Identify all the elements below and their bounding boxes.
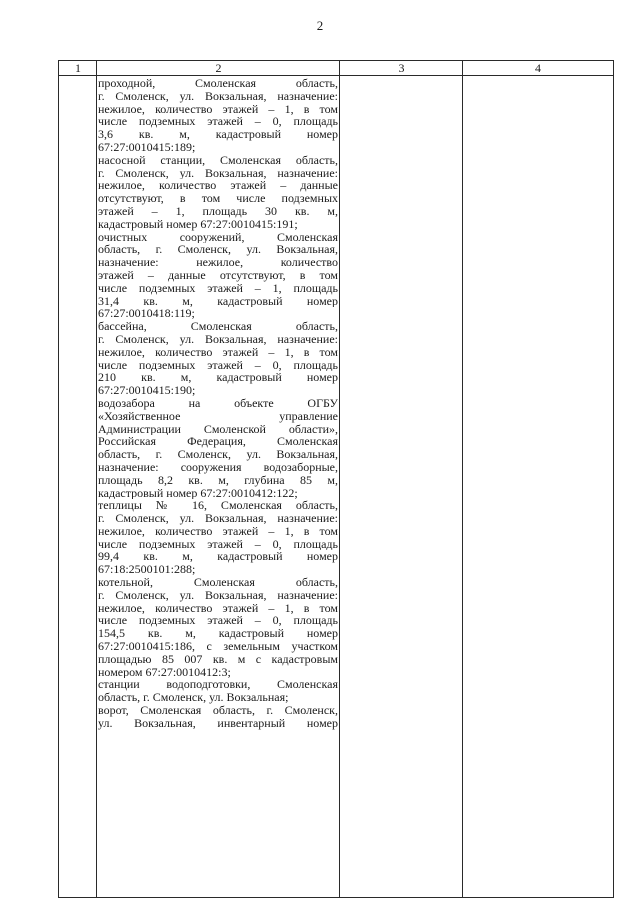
text-line: ворот, Смоленская область, г. Смоленск, (98, 704, 338, 717)
text-line: 67:18:2500101:288; (98, 563, 196, 577)
text-line: 67:27:0010415:186, с земельным участком (98, 640, 338, 653)
text-line: нежилое, количество этажей – данные (98, 179, 338, 193)
column-divider-3 (462, 61, 463, 897)
text-line: нежилое, количество этажей – 1, в том (98, 601, 338, 615)
text-line: назначение: сооружения водозаборные, (98, 460, 338, 474)
text-line: кадастровый номер 67:27:0010415:191; (98, 217, 298, 231)
text-line: этажей – 1, площадь 30 кв. м, (98, 204, 338, 218)
text-line: г. Смоленск, ул. Вокзальная, назначение: (98, 588, 338, 602)
text-line: номером 67:27:0010412:3; (98, 665, 231, 679)
text-line: бассейна, Смоленская область, (98, 320, 338, 333)
text-line: числе подземных этажей – 1, площадь (98, 281, 338, 295)
text-line: котельной, Смоленская область, (98, 576, 338, 589)
text-line: водозабора на объекте ОГБУ (98, 396, 338, 410)
text-line: числе подземных этажей – 0, площадь (98, 358, 338, 372)
text-line: отсутствуют, в том числе подземных (98, 192, 338, 205)
text-line: проходной, Смоленская область, (98, 77, 338, 90)
text-line: теплицы № 16, Смоленская область, (98, 499, 338, 513)
table-header-row (59, 61, 613, 76)
text-line: г. Смоленск, ул. Вокзальная, назначение: (98, 512, 338, 525)
text-line: 210 кв. м, кадастровый номер (98, 371, 338, 385)
text-line: г. Смоленск, ул. Вокзальная, назначение: (98, 89, 338, 103)
text-line: очистных сооружений, Смоленская (98, 230, 338, 244)
column-divider-2 (339, 61, 340, 897)
text-line: ул. Вокзальная, инвентарный номер (98, 716, 338, 730)
text-line: станции водоподготовки, Смоленская (98, 678, 338, 692)
text-line: область, г. Смоленск, ул. Вокзальная, (98, 448, 338, 461)
text-line: этажей – данные отсутствуют, в том (98, 268, 338, 282)
header-col-3: 3 (398, 61, 405, 75)
text-line: насосной станции, Смоленская область, (98, 153, 338, 167)
page-number: 2 (316, 18, 324, 33)
text-line: 67:27:0010415:190; (98, 384, 196, 397)
text-line: числе подземных этажей – 0, площадь (98, 537, 338, 551)
header-col-2: 2 (215, 61, 222, 75)
text-line: «Хозяйственное управление (98, 409, 338, 423)
column-divider-1 (96, 61, 97, 897)
text-line: назначение: нежилое, количество (98, 256, 338, 269)
text-line: 3,6 кв. м, кадастровый номер (98, 128, 338, 141)
text-line: Администрации Смоленской области», (98, 422, 338, 436)
text-line: площадь 8,2 кв. м, глубина 85 м, (98, 473, 338, 487)
text-line: Российская Федерация, Смоленская (98, 435, 338, 449)
text-line: нежилое, количество этажей – 1, в том (98, 345, 338, 359)
document-table (58, 60, 614, 898)
text-line: нежилое, количество этажей – 1, в том (98, 524, 338, 538)
text-line: кадастровый номер 67:27:0010412:122; (98, 486, 298, 500)
text-line: числе подземных этажей – 0, площадь (98, 115, 338, 129)
text-line: г. Смоленск, ул. Вокзальная, назначение: (98, 166, 338, 180)
text-line: 67:27:0010415:189; (98, 140, 196, 154)
column-2-text (98, 77, 338, 730)
text-line: 67:27:0010418:119; (98, 307, 195, 321)
header-col-1: 1 (75, 61, 81, 75)
text-line: нежилое, количество этажей – 1, в том (98, 102, 338, 116)
text-line: область, г. Смоленск, ул. Вокзальная, (98, 243, 338, 257)
header-col-4: 4 (535, 61, 541, 75)
text-line: 154,5 кв. м, кадастровый номер (98, 627, 338, 641)
text-line: 99,4 кв. м, кадастровый номер (98, 550, 338, 564)
text-line: числе подземных этажей – 0, площадь (98, 614, 338, 628)
text-line: г. Смоленск, ул. Вокзальная, назначение: (98, 332, 338, 346)
text-line: площадью 85 007 кв. м с кадастровым (98, 652, 338, 666)
text-line: область, г. Смоленск, ул. Вокзальная; (98, 691, 289, 705)
text-line: 31,4 кв. м, кадастровый номер (98, 294, 338, 308)
